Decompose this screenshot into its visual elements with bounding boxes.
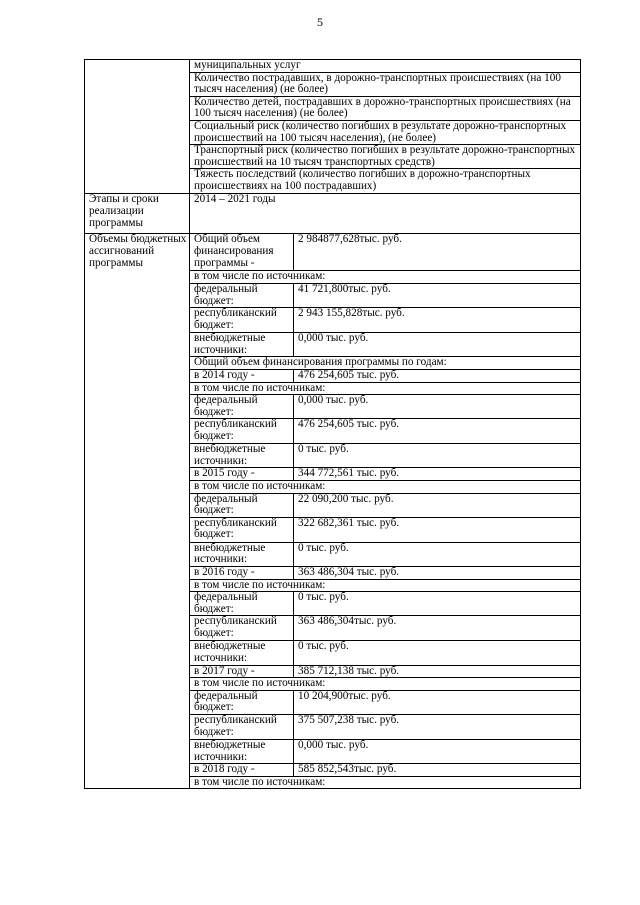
stages-value: 2014 – 2021 годы [190,194,581,234]
label-cell-empty [85,60,190,194]
federal-label: федеральный бюджет: [190,283,294,307]
federal-label: федеральный бюджет: [190,493,294,517]
year-total: 476 254,605 тыс. руб. [294,369,581,382]
extra-value: 0,000 тыс. руб. [294,333,581,357]
federal-value: 41 721,800тыс. руб. [294,283,581,307]
republic-value: 322 682,361 тыс. руб. [294,517,581,542]
federal-value: 0,000 тыс. руб. [294,395,581,419]
extra-label: внебюджетные источники: [190,641,294,665]
passport-table [84,59,581,789]
sources-note: в том числе по источникам: [190,579,581,592]
total-label: Общий объем финансирования программы - [190,234,294,271]
year-total: 385 712,138 тыс. руб. [294,665,581,678]
republic-value: 363 486,304тыс. руб. [294,616,581,641]
target-item: Количество пострадавших, в дорожно-транспортных происшествиях (на 100 тысяч населения) (не более) [190,72,581,96]
extra-value: 0 тыс. руб. [294,641,581,665]
republic-label: республиканский бюджет: [190,616,294,641]
extra-label: внебюджетные источники: [190,333,294,357]
federal-label: федеральный бюджет: [190,690,294,714]
republic-label: республиканский бюджет: [190,419,294,444]
sources-note: в том числе по источникам: [190,678,581,691]
total-value: 2 984877,628тыс. руб. [294,234,581,271]
stages-label: Этапы и сроки реализации программы [85,194,190,234]
extra-value: 0 тыс. руб. [294,542,581,566]
extra-label: внебюджетные источники: [190,542,294,566]
federal-label: федеральный бюджет: [190,592,294,616]
republic-value: 2 943 155,828тыс. руб. [294,308,581,333]
extra-value: 0 тыс. руб. [294,444,581,468]
page-number: 5 [317,15,323,29]
table-row [85,234,581,271]
year-label: в 2018 году - [190,764,294,777]
year-total: 585 852,543тыс. руб. [294,764,581,777]
year-label: в 2017 году - [190,665,294,678]
year-total: 363 486,304 тыс. руб. [294,567,581,580]
target-item: Транспортный риск (количество погибших в результате дорожно-транспортных происшествий на 10 тысяч транспортных средств) [190,145,581,169]
republic-label: республиканский бюджет: [190,308,294,333]
by-years-label: Общий объем финансирования программы по годам: [190,357,581,370]
federal-value: 10 204,900тыс. руб. [294,690,581,714]
extra-label: внебюджетные источники: [190,444,294,468]
republic-value: 476 254,605 тыс. руб. [294,419,581,444]
year-label: в 2016 году - [190,567,294,580]
republic-value: 375 507,238 тыс. руб. [294,714,581,739]
table-row [85,194,581,234]
extra-label: внебюджетные источники: [190,739,294,763]
federal-value: 22 090,200 тыс. руб. [294,493,581,517]
year-label: в 2014 году - [190,369,294,382]
target-item: Количество детей, пострадавших в дорожно-транспортных происшествиях (на 100 тысяч населения) (не более) [190,96,581,120]
republic-label: республиканский бюджет: [190,714,294,739]
sources-note: в том числе по источникам: [190,382,581,395]
sources-note: в том числе по источникам: [190,271,581,284]
target-line: муниципальных услуг [190,60,581,73]
funding-label: Объемы бюджетных ассигнований программы [85,234,190,789]
year-label: в 2015 году - [190,468,294,481]
federal-label: федеральный бюджет: [190,395,294,419]
sources-note: в том числе по источникам: [190,481,581,494]
year-total: 344 772,561 тыс. руб. [294,468,581,481]
extra-value: 0,000 тыс. руб. [294,739,581,763]
table-row [85,60,581,73]
target-item: Тяжесть последствий (количество погибших в дорожно-транспортных происшествиях на 100 пострадавших) [190,169,581,194]
republic-label: республиканский бюджет: [190,517,294,542]
sources-note: в том числе по источникам: [190,776,581,789]
federal-value: 0 тыс. руб. [294,592,581,616]
target-item: Социальный риск (количество погибших в результате дорожно-транспортных происшествий на 100 тысяч населения), (не более) [190,120,581,144]
